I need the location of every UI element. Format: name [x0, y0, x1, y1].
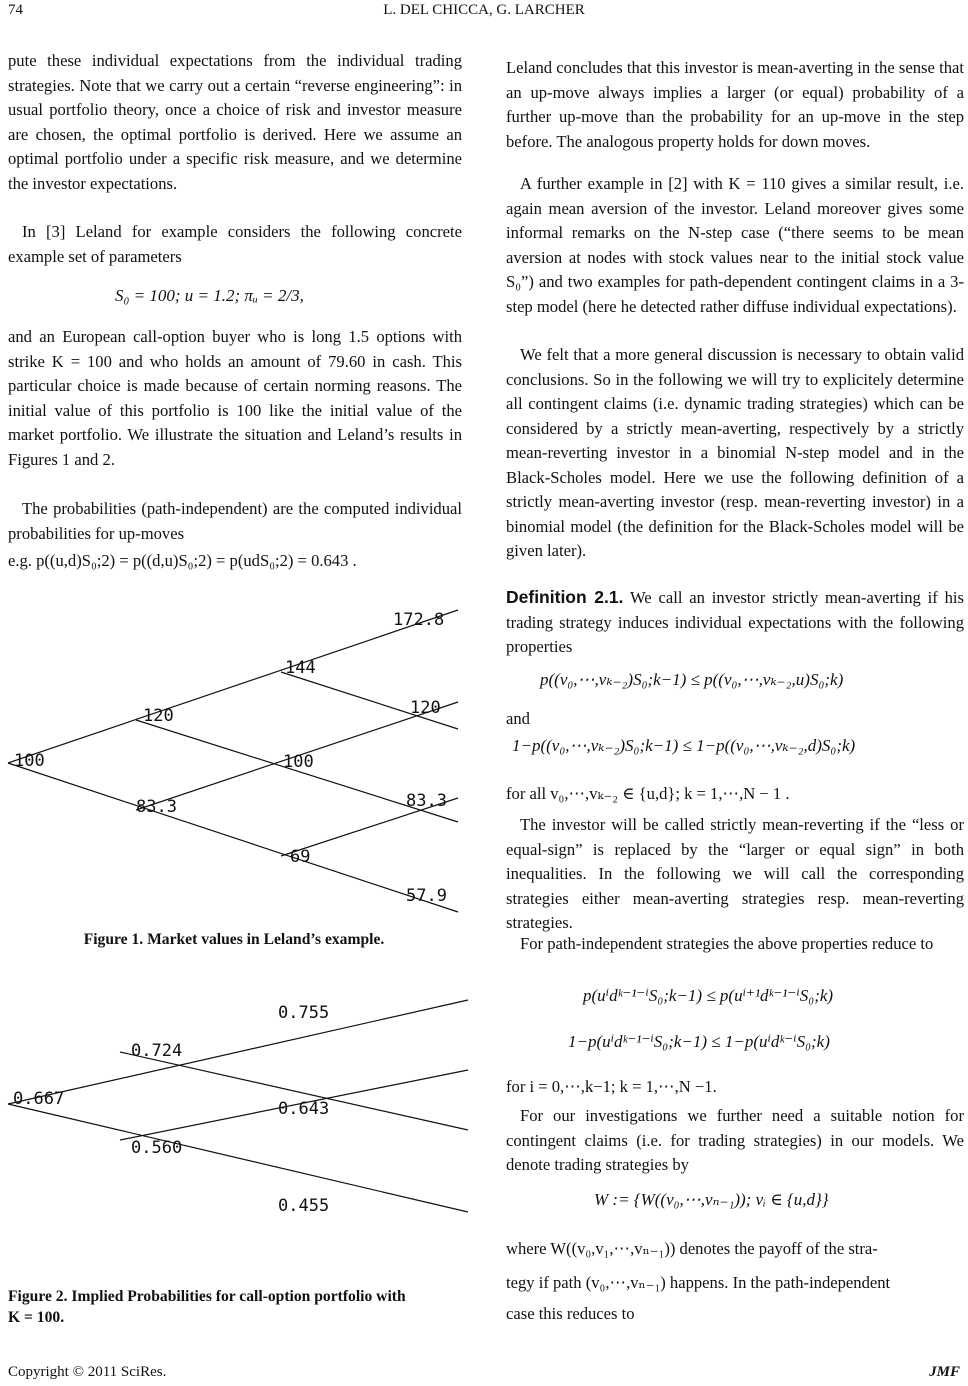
fig1-node-3: 144 [285, 658, 316, 678]
equation-mean-averting-up: p((v₀,⋯,vₖ₋₂)S₀;k−1) ≤ p((v₀,⋯,vₖ₋₂,u)S₀;k) [540, 670, 844, 689]
left-paragraph-3: and an European call-option buyer who is long 1.5 options with strike K = 100 and who holds an amount of 79.60 in cash. This particular choice is made because of certain norming reasons. The initial value of this portfolio is 100 like the initial value of the market portfolio. We illustrate the situation and Leland’s results in Figures 1 and 2. [8, 327, 462, 469]
fig2-node-1: 0.724 [131, 1041, 183, 1061]
fig1-node-0: 100 [14, 751, 45, 771]
fig1-node-1: 120 [143, 706, 174, 726]
for-clause-2: for i = 0,⋯,k−1; k = 1,⋯,N −1. [506, 1077, 717, 1096]
equation-mean-averting-down: 1−p((v₀,⋯,vₖ₋₂)S₀;k−1) ≤ 1−p((v₀,⋯,vₖ₋₂,d)S₀;k) [512, 736, 856, 755]
right-paragraph-7-line-3: case this reduces to [506, 1304, 635, 1323]
definition-title: Definition 2.1. [506, 587, 624, 607]
left-paragraph-4: The probabilities (path-independent) are the computed individual probabilities for up-moves [8, 499, 462, 543]
running-header: L. DEL CHICCA, G. LARCHER [383, 2, 585, 18]
figure-2-probability-tree [0, 990, 470, 1250]
equation-trading-strategies: W := {W((v₀,⋯,vₙ₋₁)); vᵢ ∈ {u,d}} [594, 1190, 829, 1209]
right-paragraph-6: For our investigations we further need a suitable notion for contingent claims (i.e. for trading strategies) in our models. We denote trading strategies by [506, 1106, 964, 1174]
right-paragraph-2: A further example in [2] with K = 110 gives a similar result, i.e. again mean aversion of the investor. Leland moreover gives some informal remarks on the N-step case (“there seems to be mean aversion at nodes with stock values near to the initial stock value S₀”) and two examples for path-dependent contingent claims in a 3-step model (here he detected rather diffuse individual expectations). [506, 174, 964, 316]
for-all-clause: for all v₀,⋯,vₖ₋₂ ∈ {u,d}; k = 1,⋯,N − 1 . [506, 784, 790, 803]
figure-2-caption-line-1: Figure 2. Implied Probabilities for call-option portfolio with [8, 1288, 406, 1305]
equation-example: e.g. p((u,d)S₀;2) = p((d,u)S₀;2) = p(udS₀;2) = 0.643 . [8, 551, 357, 570]
equation-parameters: S₀ = 100; u = 1.2; πᵤ = 2/3, [115, 286, 304, 305]
and-word: and [506, 709, 530, 728]
figure-1-binomial-tree [0, 600, 470, 920]
figure-1-caption: Figure 1. Market values in Leland’s example. [83, 931, 385, 948]
equation-path-independent-down: 1−p(uⁱdᵏ⁻¹⁻ⁱS₀;k−1) ≤ 1−p(uⁱdᵏ⁻ⁱS₀;k) [568, 1032, 830, 1051]
page-number: 74 [8, 2, 23, 18]
definition-block [506, 585, 964, 660]
right-paragraph-7-line-2: tegy if path (v₀,⋯,vₙ₋₁) happens. In the path-independent [506, 1273, 891, 1292]
footer-journal: JMF [929, 1364, 960, 1380]
right-paragraph-4: The investor will be called strictly mean-reverting if the “less or equal-sign” is replaced by the “larger or equal sign” in both inequalities. In the following we will call the corresponding strategies either mean-averting strategies resp. mean-reverting strategies. [506, 815, 964, 932]
fig1-node-9: 57.9 [406, 886, 447, 906]
figure-2-caption-line-2: K = 100. [8, 1309, 65, 1326]
fig1-node-4: 100 [283, 752, 314, 772]
fig1-node-2: 83.3 [136, 797, 177, 817]
right-paragraph-7-line-1: where W((v₀,v₁,⋯,vₙ₋₁)) denotes the payoff of the stra- [506, 1239, 878, 1258]
equation-path-independent-up: p(uⁱdᵏ⁻¹⁻ⁱS₀;k−1) ≤ p(uⁱ⁺¹dᵏ⁻¹⁻ⁱS₀;k) [583, 986, 834, 1005]
fig2-node-5: 0.455 [278, 1196, 330, 1216]
footer-copyright: Copyright © 2011 SciRes. [8, 1364, 167, 1380]
right-paragraph-3: We felt that a more general discussion is necessary to obtain valid conclusions. So in the following we will try to explicitely determine all contingent claims (i.e. dynamic trading strategies) which can be considered by a strictly mean-averting, respectively by a strictly mean-reverting investor in a binomial N-step model and in the Black-Scholes model. Here we use the following definition of a strictly mean-averting investor (resp. mean-reverting investor) in a binomial model (the definition for the Black-Scholes model will be given later). [506, 345, 964, 560]
fig1-node-6: 172.8 [393, 610, 445, 630]
fig2-node-2: 0.560 [131, 1138, 183, 1158]
left-paragraph-2: In [3] Leland for example considers the following concrete example set of parameters [8, 222, 462, 266]
definition-text: We call an investor strictly mean-averting if his trading strategy induces individual expectations with the following properties [506, 588, 964, 656]
right-paragraph-1: Leland concludes that this investor is mean-averting in the sense that an up-move always implies a larger (or equal) probability of a further up-move than the probability for an up-move in the step before. The analogous property holds for down moves. [506, 58, 964, 151]
right-paragraph-5: For path-independent strategies the above properties reduce to [520, 934, 934, 953]
left-paragraph-1: pute these individual expectations from the individual trading strategies. Note that we carry out a certain “reverse engineering”: in usual portfolio theory, once a choice of risk and investor measure are chosen, the optimal portfolio is derived. Here we assume an optimal portfolio under a specific risk measure, and we determine the investor expectations. [8, 51, 462, 193]
fig1-node-5: 69 [290, 847, 311, 867]
fig2-node-3: 0.755 [278, 1003, 330, 1023]
fig2-node-4: 0.643 [278, 1099, 330, 1119]
fig1-node-8: 83.3 [406, 791, 447, 811]
fig1-node-7: 120 [410, 698, 441, 718]
fig2-node-0: 0.667 [13, 1089, 65, 1109]
